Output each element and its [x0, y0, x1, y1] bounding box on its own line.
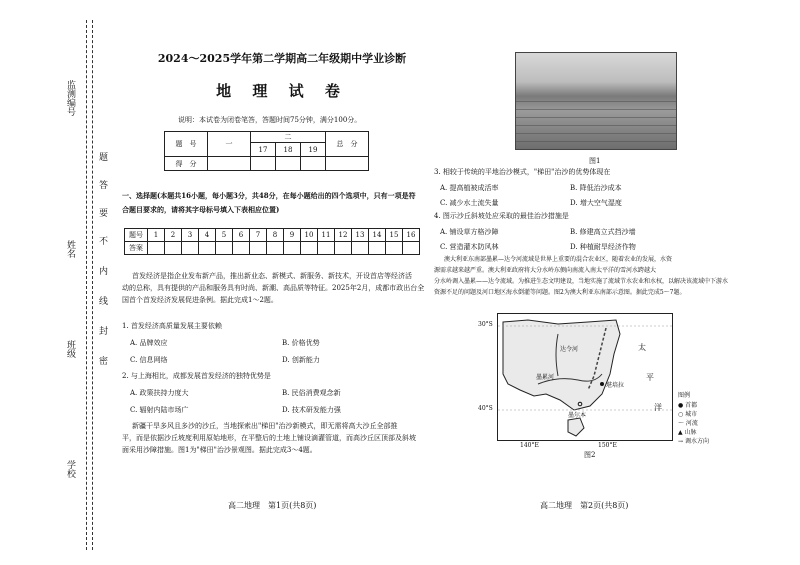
- q4-option-a: A. 铺设草方格沙障: [440, 228, 499, 236]
- seal-char: 要: [97, 208, 107, 217]
- footer-page1: 高二地理 第1页(共8页): [228, 501, 317, 510]
- legend-city: ○ 城市: [678, 411, 698, 418]
- seal-char: 不: [97, 236, 107, 245]
- score-col-2: 二: [251, 132, 326, 143]
- binding-line: [86, 20, 87, 550]
- place-label: 墨尔本: [568, 412, 587, 419]
- label-monitor-number: 监测编号: [65, 80, 75, 116]
- q3-stem: 3. 相较于传统的平地治沙模式，"梯田"治沙的优势体现在: [434, 168, 611, 176]
- passage3-line: 源需求越来越严重。澳大利亚政府将大分水岭东侧向南流入南太平洋的雪河水跨越大: [434, 267, 657, 274]
- answer-blank-cell[interactable]: [403, 242, 420, 255]
- q4-option-c: C. 营造灌木防风林: [440, 243, 499, 251]
- label-school: 学校: [65, 460, 75, 478]
- score-cell: [326, 157, 369, 171]
- label-name: 姓名: [65, 240, 75, 258]
- capital-marker: [600, 382, 604, 386]
- exam-note: 说明：本试卷为闭卷笔答，答题时间75分钟，满分100分。: [178, 116, 362, 124]
- answer-number-cell: 9: [284, 229, 301, 242]
- passage2-line: 新疆干旱多风且多沙的沙丘，当地探索出"梯田"治沙新模式，即无需将高大沙丘全部推: [132, 422, 398, 430]
- lon-150e: 150°E: [598, 442, 617, 449]
- answer-blank-cell[interactable]: [182, 242, 199, 255]
- q2-stem: 2. 与上海相比，成都发展首发经济的独特优势是: [122, 372, 271, 380]
- answer-number-cell: 11: [318, 229, 335, 242]
- answer-number-cell: 12: [335, 229, 352, 242]
- place-label: 达令河: [560, 346, 579, 353]
- score-cell: [276, 157, 301, 171]
- legend-transfer-label: 调水方向: [684, 438, 709, 445]
- tasmania: [568, 418, 584, 436]
- q1-stem: 1. 首发经济高质量发展主要依赖: [122, 322, 222, 330]
- q3-option-c: C. 减少水土流失量: [440, 199, 499, 207]
- legend-transfer: → 调水方向: [678, 438, 709, 445]
- answer-number-cell: 3: [182, 229, 199, 242]
- passage3-line: 资源不足的问题及河口地区海水倒灌等问题。图2为澳大利亚东南部示意图。据此完成5～7题。: [434, 289, 686, 296]
- answer-blank-cell[interactable]: [318, 242, 335, 255]
- q4-option-b: B. 修建高立式挡沙墙: [570, 228, 636, 236]
- answer-number-cell: 7: [250, 229, 267, 242]
- sea-label: 太: [638, 343, 646, 352]
- answer-blank-cell[interactable]: [148, 242, 165, 255]
- passage2: [122, 420, 442, 456]
- answer-number-cell: 6: [233, 229, 250, 242]
- binding-line-outer: [92, 20, 93, 550]
- passage2-line: 面采用沙障措施。图1为"梯田"治沙景观图。据此完成3～4题。: [122, 446, 317, 454]
- passage2-line: 平，而是依据沙丘坡度利用原始地形，在平整后的土地上铺设滴灌管道，而高沙丘区顶部及斜坡: [122, 434, 416, 442]
- answer-blank-cell[interactable]: [165, 242, 182, 255]
- figure1-terrace-photo: [515, 52, 677, 150]
- q1-option-d: D. 创新能力: [282, 356, 320, 364]
- passage1-line: 国首个首发经济发展促进条例。据此完成1～2题。: [122, 296, 278, 304]
- legend-mountain: ▲ 山脉: [678, 429, 697, 436]
- answer-label-answer: 答案: [125, 242, 148, 255]
- legend-capital-label: 首都: [685, 402, 698, 409]
- seal-char: 内: [97, 266, 107, 275]
- score-cell: [208, 157, 251, 171]
- legend-capital: ● 首都: [678, 402, 698, 409]
- legend-city-label: 城市: [685, 411, 698, 418]
- q3-option-a: A. 提高植被成活率: [440, 184, 499, 192]
- figure2-caption: 图2: [584, 451, 596, 459]
- score-table: [164, 131, 369, 171]
- sea-label: 洋: [654, 403, 662, 412]
- legend-river: ～ 河流: [678, 420, 698, 427]
- answer-number-cell: 4: [199, 229, 216, 242]
- seal-char: 题: [97, 152, 107, 161]
- score-label-score: 得 分: [165, 157, 208, 171]
- answer-number-cell: 15: [386, 229, 403, 242]
- seal-char: 密: [97, 356, 107, 365]
- exam-title: 2024～2025学年第二学期高二年级期中学业诊断: [157, 52, 407, 65]
- legend-title: 图例: [678, 392, 691, 399]
- q1-option-a: A. 品牌效应: [130, 339, 168, 347]
- lat-30s: 30°S: [478, 321, 493, 328]
- lon-140e: 140°E: [520, 442, 539, 449]
- score-cell: [301, 157, 326, 171]
- passage1-line: 首发经济是指企业发布新产品，推出新业态、新模式、新服务、新技术，开设首店等经济活: [132, 272, 412, 280]
- score-sub: 19: [301, 143, 326, 157]
- subject-title: 地 理 试 卷: [216, 82, 348, 100]
- section1-heading-cont: 合题目要求的，请将其字母标号填入下表相应位置): [122, 205, 280, 214]
- q2-option-c: C. 辐射内陆市场广: [130, 406, 189, 414]
- answer-number-cell: 5: [216, 229, 233, 242]
- answer-blank-cell[interactable]: [267, 242, 284, 255]
- answer-blank-cell[interactable]: [386, 242, 403, 255]
- seal-char: 线: [97, 296, 107, 305]
- q3-option-d: D. 增大空气湿度: [570, 199, 622, 207]
- answer-blank-cell[interactable]: [233, 242, 250, 255]
- seal-char: 封: [97, 326, 107, 335]
- figure2-map: [478, 313, 673, 449]
- answer-blank-cell[interactable]: [301, 242, 318, 255]
- answer-number-cell: 16: [403, 229, 420, 242]
- passage1-line: 动的总称，具有提供的产品和服务具有时尚、新潮、高品质等特征。2025年2月，成都市政出台全: [122, 284, 425, 292]
- sea-label: 平: [646, 373, 654, 382]
- australia-coastline: [503, 320, 620, 410]
- score-sub: 18: [276, 143, 301, 157]
- answer-blank-cell[interactable]: [369, 242, 386, 255]
- answer-label-number: 题号: [125, 229, 148, 242]
- label-class: 班级: [65, 340, 75, 358]
- section1-heading: 一、选择题(本题共16小题，每小题3分，共48分，在每小题给出的四个选项中，只有一项是符: [122, 191, 416, 200]
- legend-mountain-label: 山脉: [684, 429, 697, 436]
- lat-40s: 40°S: [478, 405, 493, 412]
- q2-option-a: A. 政策扶持力度大: [130, 389, 189, 397]
- answer-number-cell: 13: [352, 229, 369, 242]
- answer-number-cell: 1: [148, 229, 165, 242]
- answer-number-cell: 2: [165, 229, 182, 242]
- answer-blank-cell[interactable]: [284, 242, 301, 255]
- passage3-line: 澳大利亚东南部墨累—达令河流域是世界上重要的混合农业区，随着农业的发展，水资: [444, 256, 673, 263]
- answer-number-cell: 14: [369, 229, 386, 242]
- answer-table: [124, 228, 420, 255]
- answer-blank-cell[interactable]: [250, 242, 267, 255]
- q2-option-b: B. 民俗消费观念新: [282, 389, 341, 397]
- score-label-question: 题 号: [165, 132, 208, 157]
- passage3: [434, 254, 774, 298]
- q4-stem: 4. 图示沙丘斜坡处应采取的最佳治沙措施是: [434, 212, 569, 220]
- footer-page2: 高二地理 第2页(共8页): [540, 501, 629, 510]
- q1-option-b: B. 价格优势: [282, 339, 320, 347]
- place-label: 墨累河: [536, 374, 555, 381]
- legend-river-label: 河流: [685, 420, 698, 427]
- q3-option-b: B. 降低治沙成本: [570, 184, 622, 192]
- passage1: [122, 270, 442, 306]
- answer-number-cell: 10: [301, 229, 318, 242]
- score-sub: 17: [251, 143, 276, 157]
- q1-option-c: C. 信息网络: [130, 356, 168, 364]
- score-col-total: 总 分: [326, 132, 369, 157]
- score-cell: [251, 157, 276, 171]
- answer-blank-cell[interactable]: [216, 242, 233, 255]
- place-label: 堪培拉: [606, 382, 625, 389]
- answer-blank-cell[interactable]: [352, 242, 369, 255]
- answer-number-cell: 8: [267, 229, 284, 242]
- passage3-line: 分水岭调入墨累——达令流域。为推进生态文明建设，当地实施了流域节水农业和水权，以解决该流域中下游水: [434, 278, 729, 285]
- answer-blank-cell[interactable]: [335, 242, 352, 255]
- answer-blank-cell[interactable]: [199, 242, 216, 255]
- figure1-caption: 图1: [589, 157, 601, 165]
- q2-option-d: D. 技术研发能力强: [282, 406, 341, 414]
- seal-char: 答: [97, 180, 107, 189]
- q4-option-d: D. 种植耐旱经济作物: [570, 243, 636, 251]
- score-col-1: 一: [208, 132, 251, 157]
